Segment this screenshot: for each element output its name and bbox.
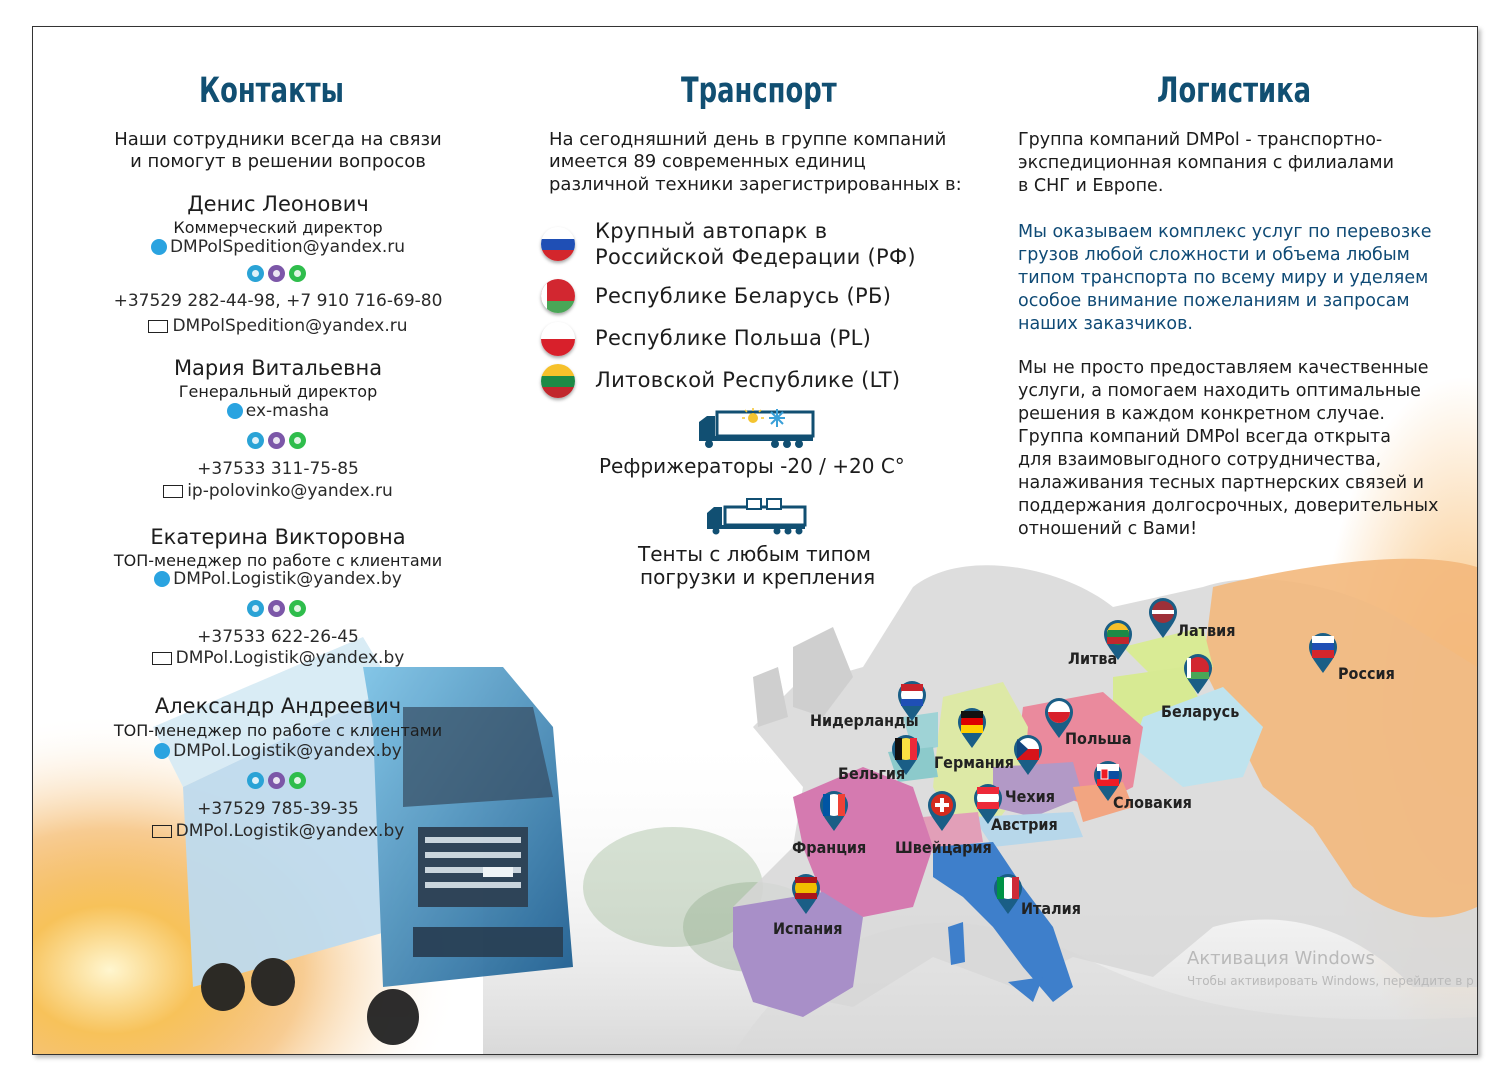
- russia-flag-pin-icon: [1308, 632, 1338, 674]
- messenger-icons: [245, 600, 308, 618]
- contact-name: Мария Витальевна: [173, 356, 383, 380]
- refrigerator-label: Рефрижераторы -20 / +20 С°: [599, 454, 905, 478]
- tent-truck-icon: [705, 497, 809, 535]
- transport-intro-line-2: имеется 89 современных единиц: [549, 151, 866, 172]
- contact-role: Коммерческий директор: [173, 218, 383, 237]
- whatsapp-icon[interactable]: [289, 265, 306, 282]
- telegram-icon[interactable]: [247, 432, 264, 449]
- text-line: решения в каждом конкретном случае.: [1018, 404, 1385, 424]
- map-label-france: Франция: [792, 838, 867, 857]
- skype-icon: [154, 743, 170, 759]
- map-label-austria: Австрия: [991, 815, 1058, 834]
- skype-icon: [154, 571, 170, 587]
- viber-icon[interactable]: [268, 600, 285, 617]
- email-address: DMPolSpedition@yandex.ru: [172, 316, 408, 336]
- contacts-intro-line-1: Наши сотрудники всегда на связи: [114, 129, 442, 150]
- text-line: Мы не просто предоставляем качественные: [1018, 358, 1429, 378]
- windows-activation-title: Активация Windows: [1187, 948, 1375, 969]
- phone-line[interactable]: +37533 311-75-85: [197, 459, 359, 479]
- tent-label-line-1: Тенты с любым типом: [638, 542, 871, 566]
- text-line: Группа компаний DMPol всегда открыта: [1018, 427, 1391, 447]
- envelope-icon: [152, 652, 172, 665]
- logistics-title: Логистика: [1157, 71, 1312, 111]
- text-line: экспедиционная компания с филиалами: [1018, 153, 1395, 173]
- brochure-sheet: [32, 26, 1478, 1055]
- latvia-flag-pin-icon: [1148, 597, 1178, 639]
- map-label-spain: Испания: [773, 919, 843, 938]
- viber-icon[interactable]: [268, 265, 285, 282]
- transport-intro-line-1: На сегодняшний день в группе компаний: [549, 129, 947, 150]
- phone-line[interactable]: +37529 282-44-98, +7 910 716-69-80: [113, 291, 443, 311]
- country-line: Республике Беларусь (РБ): [595, 284, 892, 308]
- czech-flag-pin-icon: [1013, 734, 1043, 776]
- country-line: Крупный автопарк в: [595, 219, 828, 243]
- transport-intro-line-3: различной техники зарегистрированных в:: [549, 174, 962, 195]
- text-line: наших заказчиков.: [1018, 314, 1193, 334]
- map-label-germany: Германия: [934, 753, 1014, 772]
- contact-role: ТОП-менеджер по работе с клиентами: [113, 551, 443, 570]
- text-line: грузов любой сложности и объема любым: [1018, 245, 1410, 265]
- phone-line[interactable]: +37529 785-39-35: [197, 799, 359, 819]
- country-line: Российской Федерации (РФ): [595, 245, 916, 269]
- france-flag-pin-icon: [819, 790, 849, 832]
- skype-id: DMPol.Logistik@yandex.by: [173, 569, 402, 589]
- contacts-title: Контакты: [199, 71, 344, 111]
- spain-flag-pin-icon: [791, 873, 821, 915]
- contacts-intro-line-2: и помогут в решении вопросов: [130, 151, 426, 172]
- whatsapp-icon[interactable]: [289, 772, 306, 789]
- russia-flag-icon: [541, 227, 575, 261]
- map-label-italy: Италия: [1021, 899, 1081, 918]
- contact-name: Денис Леонович: [187, 192, 369, 216]
- belarus-flag-pin-icon: [1183, 653, 1213, 695]
- text-line: для взаимовыгодного сотрудничества,: [1018, 450, 1382, 470]
- email-line[interactable]: [73, 481, 483, 501]
- belarus-flag-icon: [541, 279, 575, 313]
- italy-flag-pin-icon: [993, 873, 1023, 915]
- skype-id: ex-masha: [245, 401, 330, 421]
- messenger-icons: [245, 432, 308, 450]
- viber-icon[interactable]: [268, 432, 285, 449]
- whatsapp-icon[interactable]: [289, 600, 306, 617]
- telegram-icon[interactable]: [247, 772, 264, 789]
- poland-flag-icon: [541, 322, 575, 356]
- germany-flag-pin-icon: [957, 707, 987, 749]
- map-label-latvia: Латвия: [1177, 621, 1236, 640]
- map-label-poland: Польша: [1065, 729, 1132, 748]
- contact-name: Екатерина Викторовна: [150, 525, 406, 549]
- text-line: Мы оказываем комплекс услуг по перевозке: [1018, 222, 1432, 242]
- skype-line[interactable]: [73, 741, 483, 761]
- envelope-icon: [152, 825, 172, 838]
- tent-label-line-2: погрузки и крепления: [640, 565, 876, 589]
- skype-icon: [151, 239, 167, 255]
- text-line: особое внимание пожеланиям и запросам: [1018, 291, 1410, 311]
- contact-role: ТОП-менеджер по работе с клиентами: [113, 721, 443, 740]
- switzerland-flag-pin-icon: [927, 790, 957, 832]
- map-label-czech: Чехия: [1005, 787, 1056, 806]
- text-line: услуги, а помогаем находить оптимальные: [1018, 381, 1421, 401]
- email-line[interactable]: [73, 316, 483, 336]
- viber-icon[interactable]: [268, 772, 285, 789]
- contact-name: Александр Андреевич: [154, 694, 402, 718]
- email-address: DMPol.Logistik@yandex.by: [175, 821, 405, 841]
- email-line[interactable]: [73, 648, 483, 668]
- map-label-switzerland: Швейцария: [895, 838, 992, 857]
- map-label-belgium: Бельгия: [838, 764, 906, 783]
- text-line: в СНГ и Европе.: [1018, 176, 1164, 196]
- contact-role: Генеральный директор: [178, 382, 378, 401]
- envelope-icon: [163, 485, 183, 498]
- envelope-icon: [148, 320, 168, 333]
- map-label-lithuania: Литва: [1068, 649, 1118, 668]
- transport-title: Транспорт: [681, 71, 837, 111]
- map-label-netherlands: Нидерланды: [810, 711, 919, 730]
- whatsapp-icon[interactable]: [289, 432, 306, 449]
- skype-line[interactable]: [73, 569, 483, 589]
- skype-line[interactable]: [73, 237, 483, 257]
- skype-icon: [227, 403, 243, 419]
- skype-id: DMPolSpedition@yandex.ru: [169, 237, 406, 257]
- telegram-icon[interactable]: [247, 265, 264, 282]
- map-label-slovakia: Словакия: [1113, 793, 1192, 812]
- text-line: поддержания долгосрочных, доверительных: [1018, 496, 1439, 516]
- country-line: Литовской Республике (LT): [595, 368, 901, 392]
- text-line: налаживания тесных партнерских связей и: [1018, 473, 1425, 493]
- windows-activation-subtitle: Чтобы активировать Windows, перейдите в р: [1187, 974, 1474, 988]
- email-line[interactable]: [73, 821, 483, 841]
- text-line: отношений с Вами!: [1018, 519, 1198, 539]
- email-address: DMPol.Logistik@yandex.by: [175, 648, 405, 668]
- map-label-belarus: Беларусь: [1161, 702, 1240, 721]
- skype-line[interactable]: [73, 401, 483, 421]
- text-line: Группа компаний DMPol - транспортно-: [1018, 130, 1383, 150]
- text-line: типом транспорта по всему миру и уделяем: [1018, 268, 1429, 288]
- telegram-icon[interactable]: [247, 600, 264, 617]
- messenger-icons: [245, 772, 308, 790]
- skype-id: DMPol.Logistik@yandex.by: [173, 741, 402, 761]
- map-label-russia: Россия: [1338, 664, 1395, 683]
- phone-line[interactable]: +37533 622-26-45: [197, 627, 359, 647]
- messenger-icons: [245, 265, 308, 283]
- refrigerator-truck-icon: [697, 404, 817, 448]
- email-address: ip-polovinko@yandex.ru: [187, 481, 393, 501]
- country-line: Республике Польша (PL): [595, 326, 872, 350]
- lithuania-flag-icon: [541, 364, 575, 398]
